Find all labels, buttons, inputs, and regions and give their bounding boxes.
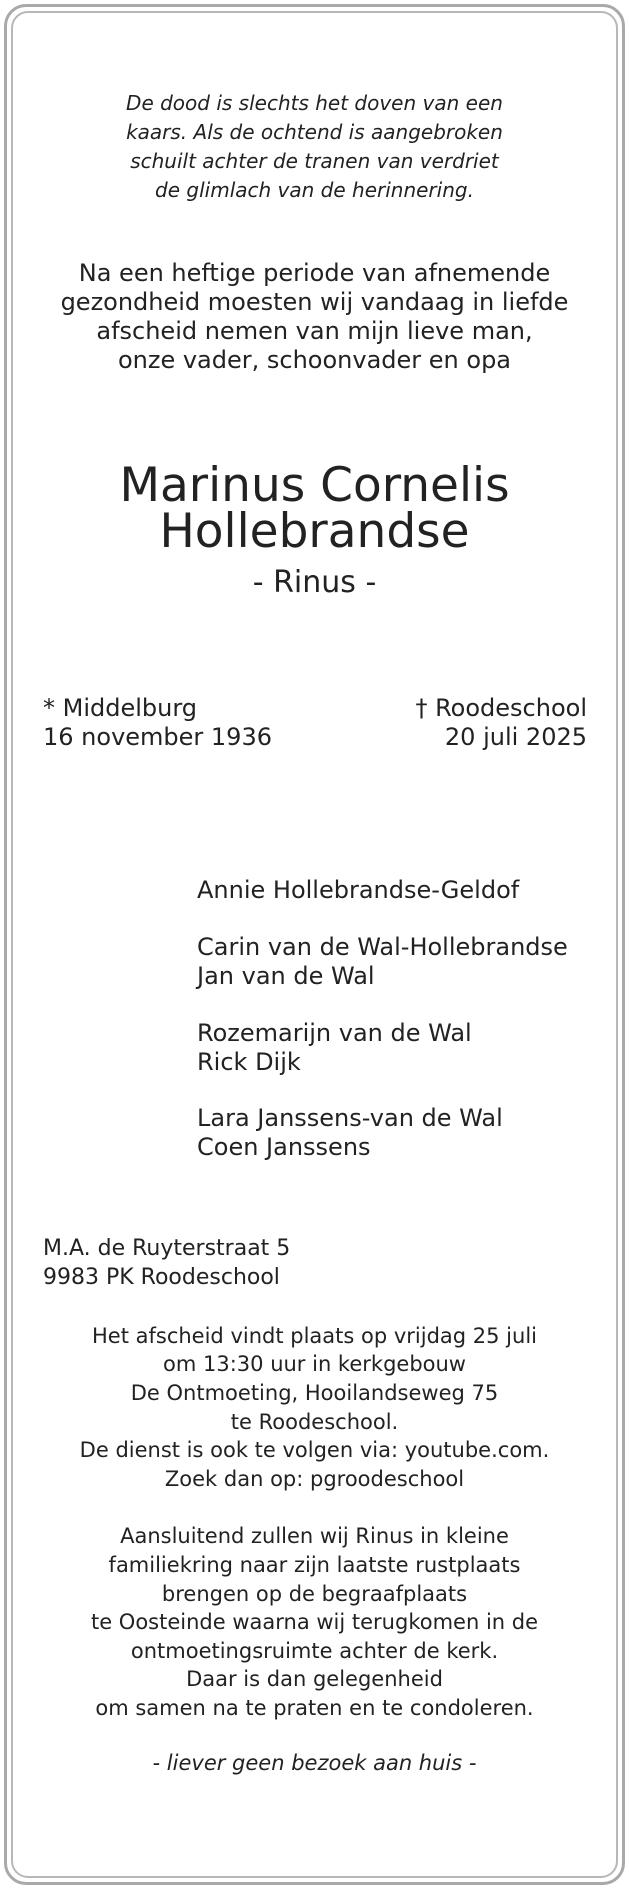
burial-line: ontmoetingsruimte achter de kerk.	[130, 1639, 499, 1663]
ceremony-line: Het afscheid vindt plaats op vrijdag 25 juli	[92, 1324, 537, 1348]
burial-line: om samen na te praten en te condoleren.	[95, 1696, 534, 1720]
ceremony-line: om 13:30 uur in kerkgebouw	[163, 1352, 466, 1376]
family-member: Rozemarijn van de Wal	[197, 1019, 472, 1047]
ceremony-line: Zoek dan op: pgroodeschool	[164, 1467, 465, 1491]
family-spouse: Annie Hollebrandse-Geldof	[197, 876, 520, 904]
poem-line: de glimlach van de herinnering.	[155, 178, 474, 202]
poem-line: schuilt achter de tranen van verdriet	[130, 149, 499, 173]
birth-date: 16 november 1936	[43, 723, 272, 751]
burial-line: familiekring naar zijn laatste rustplaats	[108, 1553, 521, 1577]
burial-line: brengen op de begraafplaats	[161, 1582, 468, 1606]
family-member: Jan van de Wal	[197, 962, 375, 990]
intro-line: onze vader, schoonvader en opa	[117, 346, 512, 374]
intro-line: afscheid nemen van mijn lieve man,	[96, 317, 533, 345]
ceremony-line: te Roodeschool.	[230, 1410, 399, 1434]
family-member: Lara Janssens-van de Wal	[197, 1104, 503, 1132]
family-member: Carin van de Wal-Hollebrandse	[197, 933, 568, 961]
deceased-name-line1: Marinus Cornelis	[119, 458, 510, 513]
address-street: M.A. de Ruyterstraat 5	[43, 1236, 291, 1261]
family-member: Rick Dijk	[197, 1048, 301, 1076]
closing-note: - liever geen bezoek aan huis -	[152, 1751, 477, 1775]
family-member: Coen Janssens	[197, 1133, 371, 1161]
intro-line: Na een heftige periode van afnemende	[78, 259, 551, 287]
poem-line: kaars. Als de ochtend is aangebroken	[126, 120, 503, 144]
burial-line: Aansluitend zullen wij Rinus in kleine	[120, 1524, 509, 1548]
birth-place: * Middelburg	[43, 694, 198, 722]
burial-line: te Oosteinde waarna wij terugkomen in de	[90, 1610, 539, 1634]
ceremony-line: De Ontmoeting, Hooilandseweg 75	[130, 1381, 499, 1405]
deceased-nickname: - Rinus -	[252, 565, 377, 600]
address-city: 9983 PK Roodeschool	[43, 1265, 280, 1290]
intro-line: gezondheid moesten wij vandaag in liefde	[60, 288, 569, 316]
burial-line: Daar is dan gelegenheid	[186, 1667, 443, 1691]
death-date: 20 juli 2025	[444, 723, 587, 751]
death-place: † Roodeschool	[415, 694, 587, 722]
ceremony-line: De dienst is ook te volgen via: youtube.com.	[79, 1438, 550, 1462]
deceased-name-line2: Hollebrandse	[159, 504, 470, 559]
poem-line: De dood is slechts het doven van een	[126, 91, 503, 115]
